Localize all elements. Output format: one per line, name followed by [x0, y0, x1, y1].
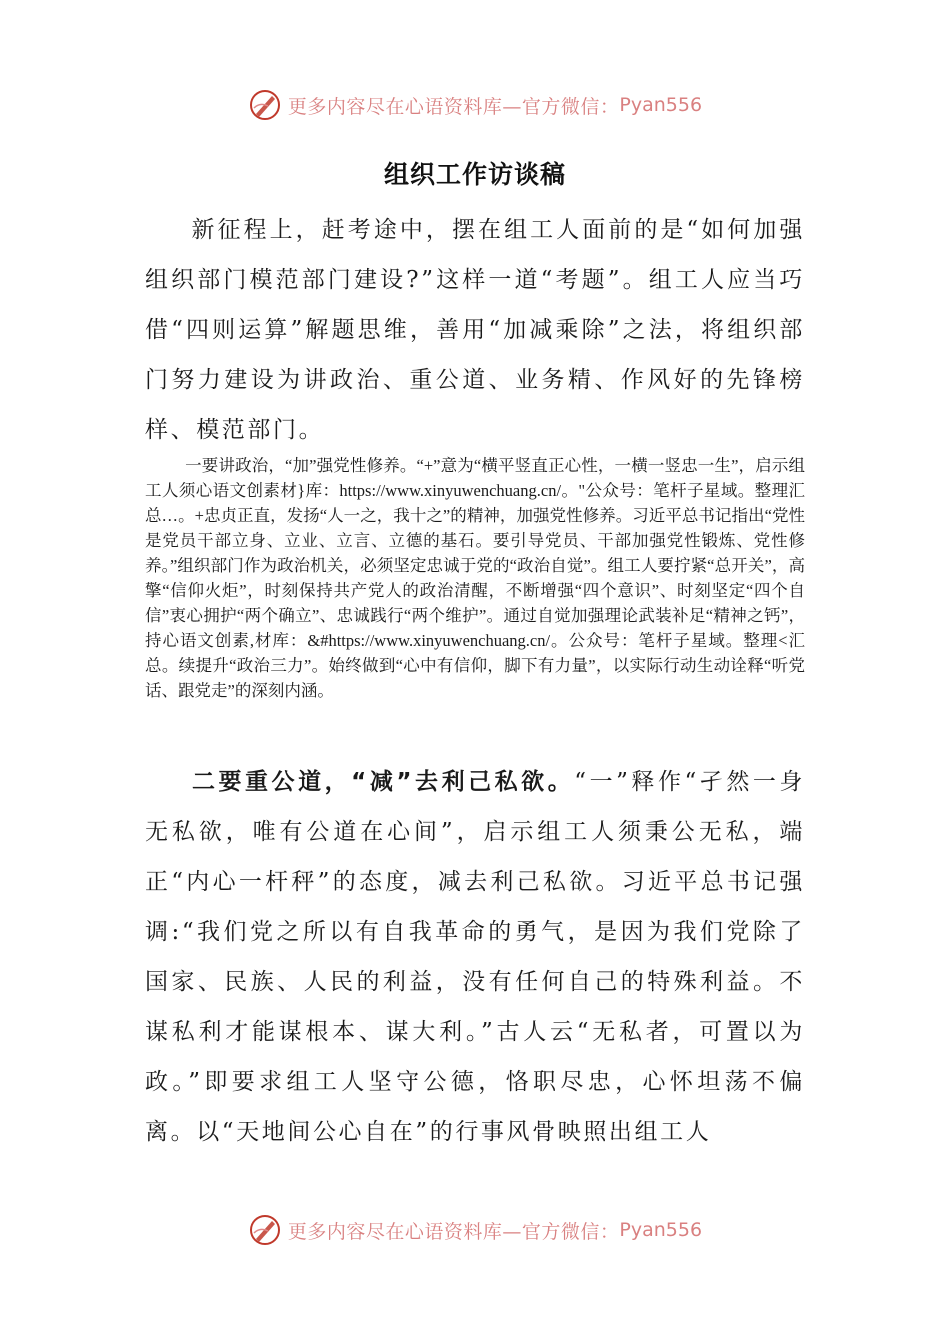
banner-wechat-id: Pyan556	[619, 94, 703, 116]
pen-logo-icon	[248, 1213, 282, 1247]
paragraph-fairness-text: “一”释作“孑然一身无私欲，唯有公道在心间”，启示组工人须秉公无私，端正“内心一杆秤”的态度，减去利己私欲。习近平总书记强调:“我们党之所以有自我革命的勇气，是因为我们党除了国家、民族、人民的利益，没有任何自己的特殊利益。不谋私利才能谋根本、谋大利。”古人云“无私者，可置以为政。”即要求组工人坚守公德，恪职尽忠，心怀坦荡不偏离。以“天地间公心自在”的行事风骨映照出组工人	[145, 769, 805, 1145]
paragraph-fairness	[145, 757, 805, 1157]
paragraph-intro-text: 新征程上，赶考途中，摆在组工人面前的是“如何加强组织部门模范部门建设?”这样一道“考题”。组工人应当巧借“四则运算”解题思维，善用“加减乘除”之法，将组织部门努力建设为讲政治、重公道、业务精、作风好的先锋榜样、模范部门。	[145, 217, 805, 443]
pen-logo-icon	[248, 88, 282, 122]
header-banner	[0, 88, 950, 122]
banner-wechat-id: Pyan556	[619, 1219, 703, 1241]
paragraph-fairness-heading: 二要重公道，“减”去利己私欲。	[191, 769, 575, 795]
footer-banner	[0, 1213, 950, 1247]
banner-text: 更多内容尽在心语资料库—官方微信：	[287, 95, 620, 118]
paragraph-politics	[145, 453, 805, 703]
paragraph-intro	[145, 205, 805, 455]
paragraph-politics-text: 一要讲政治，“加”强党性修养。“+”意为“横平竖直正心性，一横一竖忠一生”，启示组工人须心语文创素材}库：https://www.xinyuwenchuang.cn/。"公众号：笔杆子星域。整理汇总…。+忠贞正直，发扬“人一之，我十之”的精神，加强党性修养。习近平总书记指出“党性是党员干部立身、立业、立言、立德的基石。要引导党员、干部加强党性锻炼、党性修养。”组织部门作为政治机关，必须坚定忠诚于党的“政治自觉”。组工人要拧紧“总开关”，高擎“信仰火炬”，时刻保持共产党人的政治清醒，不断增强“四个意识”、时刻坚定“四个自信”衷心拥护“两个确立”、忠诚践行“两个维护”。通过自觉加强理论武装补足“精神之钙”，持心语文创素,材库：&#https://www.xinyuwenchuang.cn/。公众号：笔杆子星域。整理<汇总。续提升“政治三力”。始终做到“心中有信仰，脚下有力量”，以实际行动生动诠释“听党话、跟党走”的深刻内涵。	[145, 456, 805, 700]
banner-text: 更多内容尽在心语资料库—官方微信：	[287, 1220, 620, 1243]
document-title: 组织工作访谈稿	[383, 160, 566, 189]
